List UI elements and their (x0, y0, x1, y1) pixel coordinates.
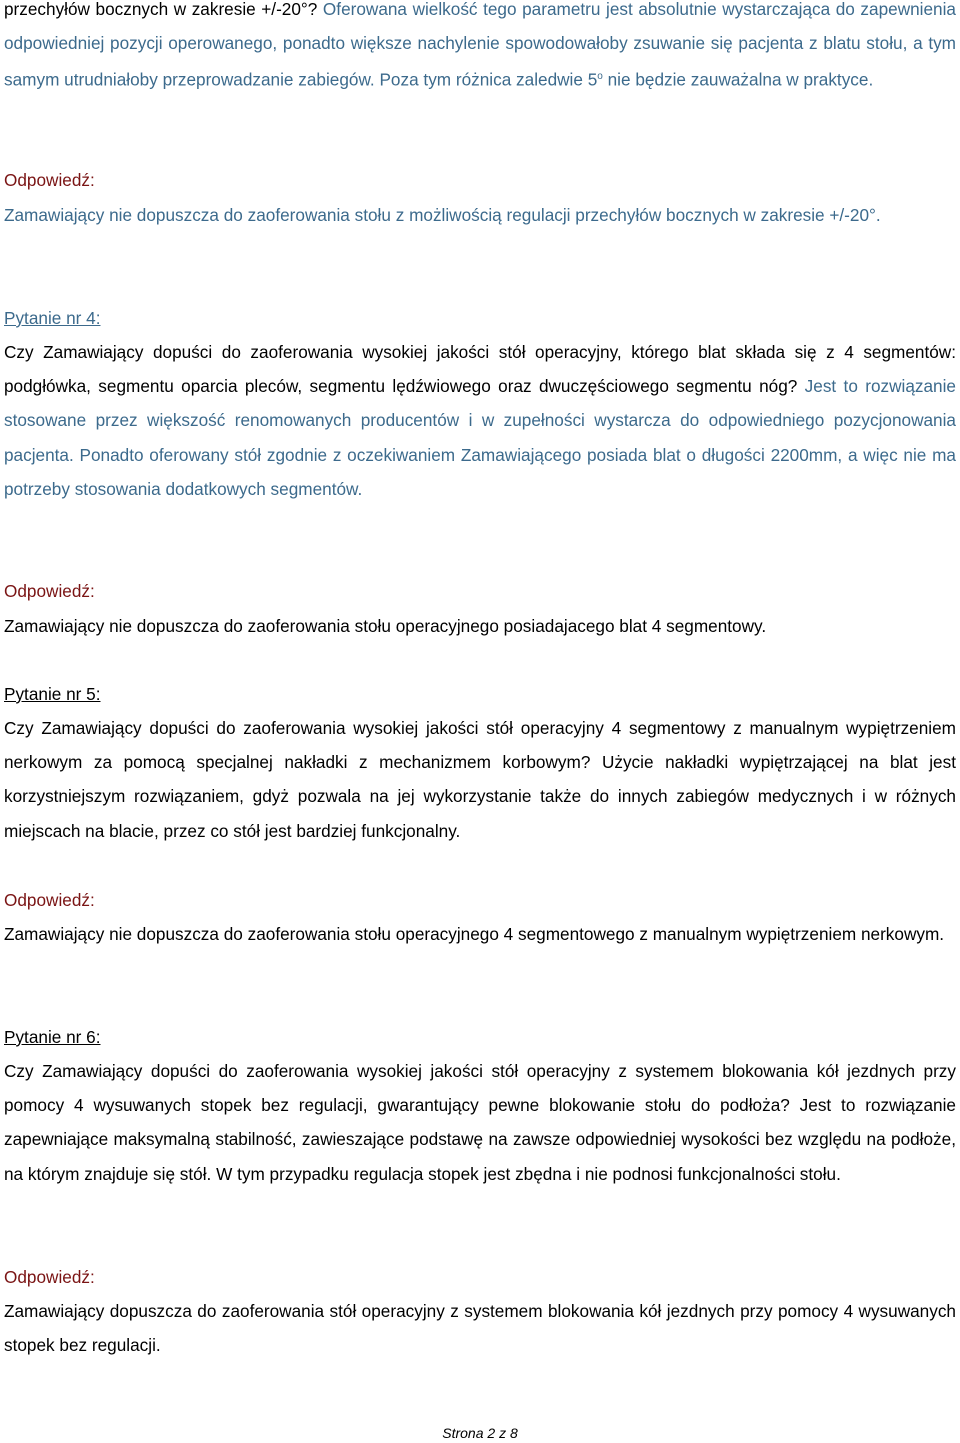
answer-text: Zamawiający dopuszcza do zaoferowania stół operacyjny z systemem blokowania kół jezdnych przy pomocy 4 wysuwanych stopek bez regulacji. (4, 1301, 956, 1356)
question-text: Czy Zamawiający dopuści do zaoferowania wysokiej jakości stół operacyjny z systemem blokowania kół jezdnych przy pomocy 4 wysuwanych stopek bez regulacji, gwarantujący pewne blokowanie stołu do podłoża? Jest to rozwiązanie zapewniające maksymalną stabilność, zawieszające podstawę na zawsze odpowiedniej wysokości bez względu na podłoże, na którym znajduje się stół. W tym przypadku regulacja stopek jest zbędna i nie podnosi funkcjonalności stołu. (4, 1061, 956, 1184)
question-heading: Pytanie nr 6: (4, 1027, 101, 1047)
question-text: Czy Zamawiający dopuści do zaoferowania wysokiej jakości stół operacyjny 4 segmentowy z manualnym wypiętrzeniem nerkowym za pomocą specjalnej nakładki z mechanizmem korbowym? Użycie nakładki wypiętrzającej na blat jest korzystniejszym rozwiązaniem, gdyż pozwala na jej wykorzystanie także do innych zabiegów medycznych i w różnych miejscach na blacie, przez co stół jest bardziej funkcjonalny. (4, 718, 956, 841)
question-text (4, 335, 956, 506)
question-tail: przechyłów bocznych w zakresie +/-20°? (4, 0, 323, 19)
answer-label: Odpowiedź: (4, 581, 95, 601)
question-body: Czy Zamawiający dopuści do zaoferowania wysokiej jakości stół operacyjny, którego blat składa się z 4 segmentów: podgłówka, segmentu oparcia pleców, segmentu lędźwiowego oraz dwuczęściowego segmentu nóg? (4, 342, 956, 397)
answer-text: Zamawiający nie dopuszcza do zaoferowania stołu z możliwością regulacji przechyłów bocznych w zakresie +/-20°. (4, 205, 881, 225)
degree-superscript: o (597, 71, 603, 83)
question-heading: Pytanie nr 5: (4, 684, 101, 704)
answer-label: Odpowiedź: (4, 170, 95, 190)
question-justification: Jest to rozwiązanie stosowane przez większość renomowanych producentów i w zupełności wystarcza do odpowiedniego pozycjonowania pacjenta. Ponadto oferowany stół zgodnie z oczekiwaniem Zamawiającego posiada blat o długości 2200mm, a więc nie ma potrzeby stosowania dodatkowych segmentów. (4, 376, 956, 499)
question-justification-end: nie będzie zauważalna w praktyce. (602, 70, 874, 91)
answer-text: Zamawiający nie dopuszcza do zaoferowania stołu operacyjnego posiadajacego blat 4 segmentowy. (4, 616, 767, 636)
page-number-footer: Strona 2 z 8 (442, 1425, 518, 1441)
question-justification: Oferowana wielkość tego parametru jest absolutnie wystarczająca do zapewnienia odpowiedniej pozycji operowanego, ponadto większe nachylenie spowodowałoby zsuwanie się pacjenta z blatu stołu, a tym samym utrudniałoby przeprowadzanie zabiegów. Poza tym różnica zaledwie 5 (4, 0, 956, 91)
answer-label: Odpowiedź: (4, 1267, 95, 1287)
question-heading: Pytanie nr 4: (4, 308, 101, 328)
intro-paragraph (4, 0, 956, 97)
answer-text: Zamawiający nie dopuszcza do zaoferowania stołu operacyjnego 4 segmentowego z manualnym wypiętrzeniem nerkowym. (4, 924, 945, 944)
answer-label: Odpowiedź: (4, 890, 95, 910)
